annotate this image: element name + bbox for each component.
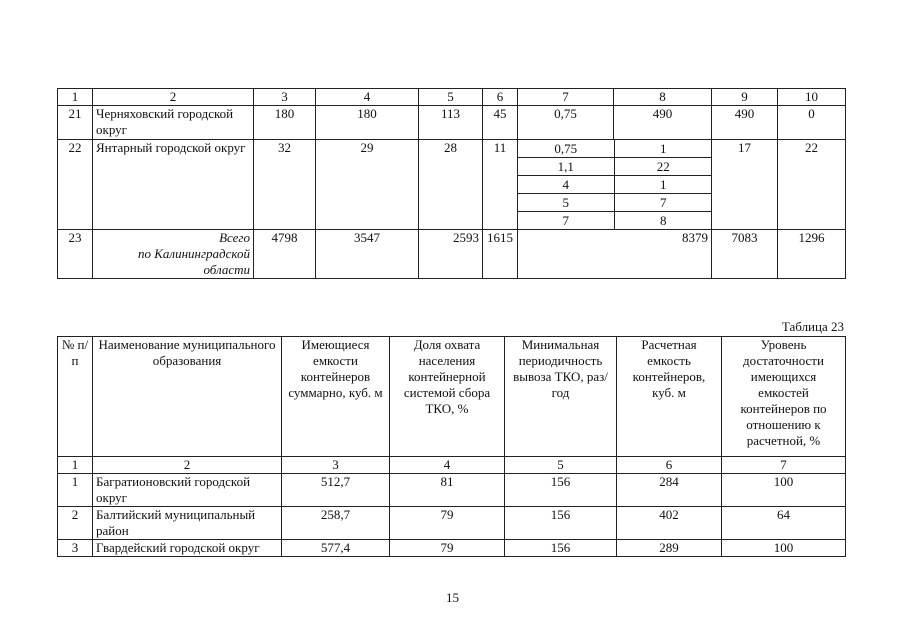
header-cell: 9 [712,89,778,106]
column-number: 2 [93,457,282,474]
cell: 7 [614,194,712,212]
cell: 156 [505,507,617,540]
cell: 22 [778,140,846,230]
cell: 0,75 [518,140,614,158]
header-cell: 1 [58,89,93,106]
cell: 2593 [419,230,483,279]
cell: 258,7 [282,507,390,540]
header-cell: № п/п [58,337,93,457]
cell: 11 [483,140,518,230]
cell: 490 [712,106,778,140]
cell: 1615 [483,230,518,279]
row-number: 21 [58,106,93,140]
cell: 490 [614,106,712,140]
row-number: 22 [58,140,93,230]
table-row [58,507,846,540]
cell: 0 [778,106,846,140]
header-cell: Доля охвата населения контейнерной системой сбора ТКО, % [390,337,505,457]
cell: 156 [505,474,617,507]
total-label-line: Всего [219,230,250,245]
cell: 4798 [254,230,316,279]
header-cell: Уровень достаточности имеющихся емкостей контейнеров по отношению к расчетной, % [722,337,846,457]
cell: 577,4 [282,540,390,557]
header-cell: 10 [778,89,846,106]
column-number: 3 [282,457,390,474]
column-number: 6 [617,457,722,474]
cell: 180 [254,106,316,140]
cell: 512,7 [282,474,390,507]
cell: 5 [518,194,614,212]
municipality-name: Черняховский городской округ [93,106,254,140]
row-number: 2 [58,507,93,540]
cell: 7083 [712,230,778,279]
header-cell: 5 [419,89,483,106]
column-number: 7 [722,457,846,474]
header-cell: 3 [254,89,316,106]
cell: 8379 [518,230,712,279]
cell: 0,75 [518,106,614,140]
municipality-name: Гвардейский городской округ [93,540,282,557]
header-cell: Имеющиеся емкости контейнеров суммарно, куб. м [282,337,390,457]
municipality-name: Багратионовский городской округ [93,474,282,507]
table-row [58,106,846,140]
total-label-line: по Калининградской [138,246,250,261]
table-row [58,140,846,230]
cell: 4 [518,176,614,194]
subtable-row [518,212,712,230]
cell: 7 [518,212,614,230]
cell: 113 [419,106,483,140]
cell: 1,1 [518,158,614,176]
header-cell: 7 [518,89,614,106]
table-caption: Таблица 23 [781,319,844,334]
column-number: 4 [390,457,505,474]
total-row [58,230,846,279]
cell: 402 [617,507,722,540]
cell: 79 [390,540,505,557]
cell: 156 [505,540,617,557]
nested-subtable [518,140,712,229]
cell: 289 [617,540,722,557]
table-header-row [58,337,846,457]
header-cell: 2 [93,89,254,106]
column-number: 5 [505,457,617,474]
header-cell: 8 [614,89,712,106]
cell: 8 [660,213,667,228]
column-number: 1 [58,457,93,474]
municipality-name: Балтийский муниципальный район [93,507,282,540]
cell: 100 [722,540,846,557]
cell: 284 [617,474,722,507]
cell: 3547 [316,230,419,279]
header-cell: 6 [483,89,518,106]
row-number: 3 [58,540,93,557]
cell: 32 [254,140,316,230]
cell: 180 [316,106,419,140]
header-cell: Расчетная емкость контейнеров, куб. м [617,337,722,457]
subtable-row [518,176,712,194]
page-number: 15 [446,590,459,605]
total-label-line: области [203,262,250,277]
header-cell: Минимальная периодичность вывоза ТКО, раз/год [505,337,617,457]
cell: 45 [483,106,518,140]
total-label [93,230,254,279]
table-row [58,474,846,507]
container-sufficiency-table [57,336,846,557]
cell: 29 [316,140,419,230]
subtable-row [518,158,712,176]
cell: 1 [614,176,712,194]
cell: 17 [712,140,778,230]
table-row [58,540,846,557]
cell: 81 [390,474,505,507]
nested-subtable-cell [518,140,712,230]
cell: 28 [419,140,483,230]
header-cell: Наименование муниципального образования [93,337,282,457]
subtable-row [518,140,712,158]
municipality-name: Янтарный городской округ [93,140,254,230]
cell: 64 [722,507,846,540]
column-number-row [58,89,846,106]
column-number-row [58,457,846,474]
subtable-row [518,194,712,212]
cell: 100 [722,474,846,507]
cell: 1 [614,140,712,158]
cell: 79 [390,507,505,540]
cell: 22 [614,158,712,176]
cell: 1296 [778,230,846,279]
row-number: 23 [58,230,93,279]
row-number: 1 [58,474,93,507]
header-cell: 4 [316,89,419,106]
containers-table-continuation [57,88,846,279]
